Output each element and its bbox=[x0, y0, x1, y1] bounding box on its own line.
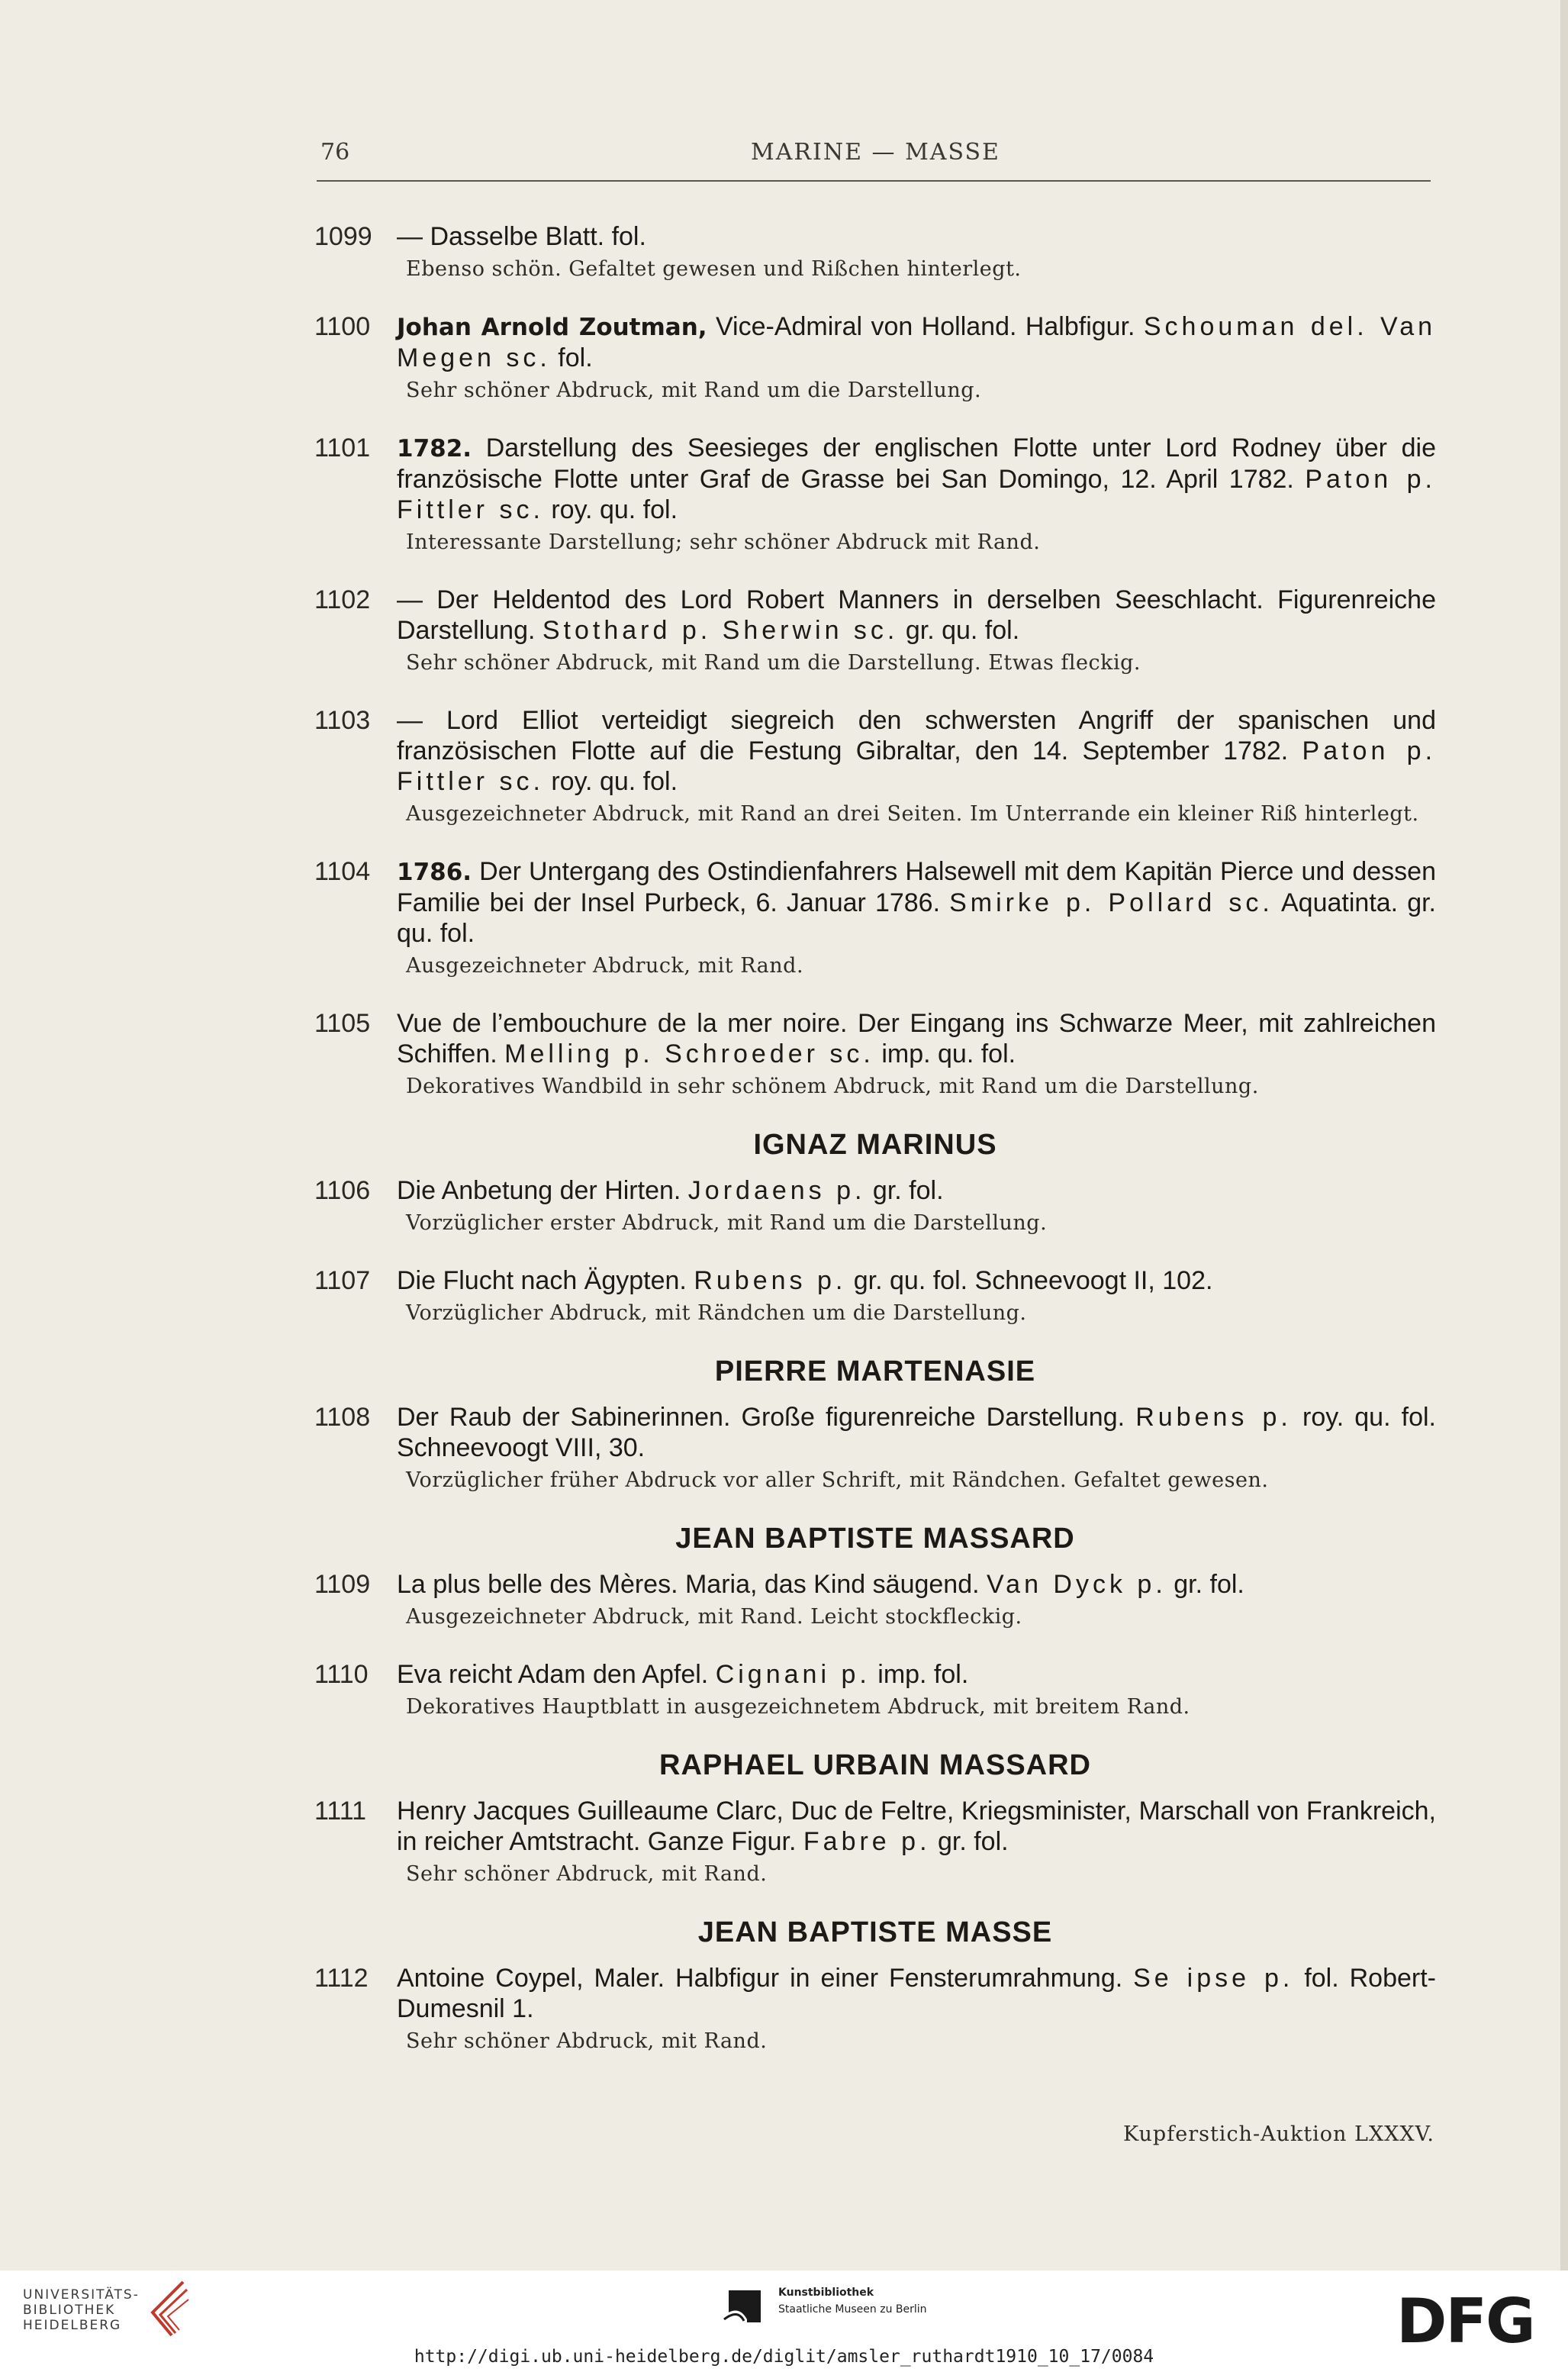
entry-number: 1106 bbox=[314, 1176, 371, 1205]
entry-number: 1103 bbox=[314, 706, 371, 735]
catalog-entry bbox=[314, 311, 1436, 405]
catalog-content bbox=[314, 221, 1436, 2084]
uni-heidelberg-logo[interactable] bbox=[23, 2287, 140, 2333]
artist-heading: IGNAZ MARINUS bbox=[753, 1129, 997, 1161]
header-rule bbox=[317, 180, 1431, 182]
entry-number: 1099 bbox=[314, 222, 372, 251]
uni-logo-mark-icon bbox=[141, 2278, 195, 2339]
entry-number: 1108 bbox=[314, 1403, 371, 1432]
entry-number: 1101 bbox=[314, 433, 371, 462]
entry-condition-note: Vorzüglicher früher Abdruck vor aller Schrift, mit Rändchen. Gefaltet gewesen. bbox=[406, 1468, 1269, 1492]
artist-heading: PIERRE MARTENASIE bbox=[714, 1355, 1036, 1387]
entry-description: Die Flucht nach Ägypten. Rubens p. gr. qu. fol. Schneevoogt II, 102. bbox=[397, 1266, 1213, 1295]
entry-description: Die Anbetung der Hirten. Jordaens p. gr. fol. bbox=[397, 1176, 944, 1205]
entry-number: 1110 bbox=[314, 1660, 369, 1689]
catalog-entry bbox=[314, 1569, 1436, 1632]
entry-condition-note: Vorzüglicher erster Abdruck, mit Rand um die Darstellung. bbox=[406, 1211, 1048, 1235]
catalog-entry bbox=[314, 705, 1436, 829]
entry-condition-note: Ebenso schön. Gefaltet gewesen und Rißchen hinterlegt. bbox=[406, 257, 1022, 281]
footer-note: Kupferstich-Auktion LXXXV. bbox=[1122, 2122, 1434, 2146]
entry-description: Antoine Coypel, Maler. Halbfigur in einer Fensterumrahmung. Se ipse p. fol. Robert-Dumesnil 1. bbox=[397, 1964, 1436, 2023]
entry-description: Vue de l’embouchure de la mer noire. Der Eingang ins Schwarze Meer, mit zahlreichen Schiffen. Melling p. Schroeder sc. imp. qu. fol. bbox=[397, 1009, 1436, 1068]
catalog-entry bbox=[314, 585, 1436, 678]
uni-logo-line: UNIVERSITÄTS- bbox=[23, 2287, 140, 2303]
kunstbibliothek-logo-icon[interactable] bbox=[721, 2286, 767, 2333]
artist-heading: JEAN BAPTISTE MASSE bbox=[697, 1916, 1053, 1948]
entry-description: La plus belle des Mères. Maria, das Kind säugend. Van Dyck p. gr. fol. bbox=[397, 1570, 1244, 1599]
catalog-entry bbox=[314, 1796, 1436, 1889]
artist-heading: RAPHAEL URBAIN MASSARD bbox=[659, 1749, 1091, 1781]
running-title: MARINE — MASSE bbox=[751, 139, 1000, 166]
entry-description: 1782. Darstellung des Seesieges der englischen Flotte unter Lord Rodney über die französische Flotte unter Graf de Grasse bei San Domingo, 12. April 1782. Paton p. Fittler sc. roy. qu. fol. bbox=[397, 433, 1436, 524]
entry-description: Der Raub der Sabinerinnen. Große figurenreiche Darstellung. Rubens p. roy. qu. fol. Schneevoogt VIII, 30. bbox=[397, 1403, 1436, 1462]
uni-logo-line: HEIDELBERG bbox=[23, 2318, 122, 2333]
page-number: 76 bbox=[320, 139, 350, 166]
entry-condition-note: Dekoratives Hauptblatt in ausgezeichnetem Abdruck, mit breitem Rand. bbox=[406, 1695, 1190, 1719]
entry-condition-note: Dekoratives Wandbild in sehr schönem Abdruck, mit Rand um die Darstellung. bbox=[406, 1075, 1259, 1098]
entry-number: 1104 bbox=[314, 857, 371, 886]
entry-condition-note: Sehr schöner Abdruck, mit Rand. bbox=[406, 2029, 768, 2053]
entry-number: 1102 bbox=[314, 585, 371, 614]
entry-description: Henry Jacques Guilleaume Clarc, Duc de Feltre, Kriegsminister, Marschall von Frankreich, in reicher Amtstracht. Ganze Figur. Fabre p. gr. fol. bbox=[397, 1797, 1436, 1856]
entry-number: 1100 bbox=[314, 312, 371, 341]
entry-description: Eva reicht Adam den Apfel. Cignani p. imp. fol. bbox=[397, 1660, 969, 1689]
entry-number: 1111 bbox=[314, 1797, 367, 1826]
catalog-entry bbox=[314, 1963, 1436, 2056]
entry-number: 1109 bbox=[314, 1570, 371, 1599]
kb-title: Kunstbibliothek bbox=[778, 2287, 874, 2299]
entry-condition-note: Sehr schöner Abdruck, mit Rand um die Darstellung. Etwas fleckig. bbox=[406, 651, 1141, 675]
dfg-logo[interactable]: DFG bbox=[1396, 2286, 1534, 2357]
catalog-entry bbox=[314, 1175, 1436, 1238]
kunstbibliothek-text bbox=[778, 2284, 927, 2318]
page-edge-shadow bbox=[1560, 0, 1568, 2270]
entry-condition-note: Sehr schöner Abdruck, mit Rand um die Darstellung. bbox=[406, 379, 982, 402]
entry-number: 1105 bbox=[314, 1009, 371, 1038]
entry-condition-note: Ausgezeichneter Abdruck, mit Rand. bbox=[406, 954, 804, 978]
entry-description: — Lord Elliot verteidigt siegreich den schwersten Angriff der spanischen und französischen Flotte auf die Festung Gibraltar, den 14. September 1782. Paton p. Fittler sc. roy. qu. fol. bbox=[397, 706, 1437, 796]
catalog-entry bbox=[314, 1659, 1436, 1722]
entry-condition-note: Vorzüglicher Abdruck, mit Rändchen um die Darstellung. bbox=[406, 1301, 1027, 1325]
artist-heading: JEAN BAPTISTE MASSARD bbox=[675, 1523, 1075, 1555]
kb-subtitle: Staatliche Museen zu Berlin bbox=[778, 2303, 927, 2316]
entry-number: 1107 bbox=[314, 1266, 371, 1295]
entry-description: — Dasselbe Blatt. fol. bbox=[397, 222, 646, 251]
catalog-entry bbox=[314, 221, 1436, 284]
catalog-entry bbox=[314, 1265, 1436, 1328]
catalog-entry bbox=[314, 1008, 1436, 1101]
entry-description: Johan Arnold Zoutman, Vice-Admiral von Holland. Halbfigur. Schouman del. Van Megen sc. fol. bbox=[397, 312, 1437, 372]
entry-condition-note: Sehr schöner Abdruck, mit Rand. bbox=[406, 1862, 768, 1886]
page-header bbox=[320, 139, 1431, 169]
entry-description: 1786. Der Untergang des Ostindienfahrers Halsewell mit dem Kapitän Pierce und dessen Familie bei der Insel Purbeck, 6. Januar 1786. Smirke p. Pollard sc. Aquatinta. gr. qu. fol. bbox=[397, 857, 1437, 948]
catalog-entry bbox=[314, 433, 1436, 557]
catalog-entry bbox=[314, 856, 1436, 981]
entry-number: 1112 bbox=[314, 1964, 369, 1993]
entry-description: — Der Heldentod des Lord Robert Manners in derselben Seeschlacht. Figurenreiche Darstellung. Stothard p. Sherwin sc. gr. qu. fol. bbox=[397, 585, 1436, 645]
entry-condition-note: Ausgezeichneter Abdruck, mit Rand. Leicht stockfleckig. bbox=[406, 1605, 1022, 1629]
entry-condition-note: Ausgezeichneter Abdruck, mit Rand an drei Seiten. Im Unterrande ein kleiner Riß hinterlegt. bbox=[406, 802, 1419, 826]
page-url[interactable]: http://digi.ub.uni-heidelberg.de/diglit/amsler_ruthardt1910_10_17/0084 bbox=[414, 2347, 1154, 2367]
entry-condition-note: Interessante Darstellung; sehr schöner Abdruck mit Rand. bbox=[406, 530, 1041, 554]
uni-logo-line: BIBLIOTHEK bbox=[23, 2303, 116, 2318]
catalog-entry bbox=[314, 1402, 1436, 1495]
viewer-footer-bar bbox=[0, 2270, 1568, 2372]
